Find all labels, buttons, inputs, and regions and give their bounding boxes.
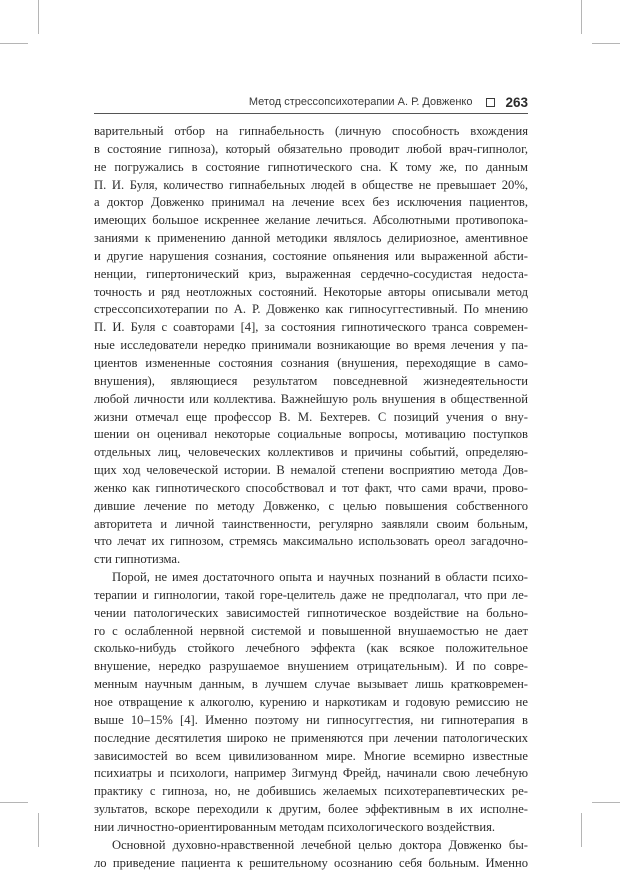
text-line: П. И. Буля с соавторами [4], за состояния гипнотического транса современ-: [94, 320, 528, 335]
paragraph: [94, 837, 528, 872]
crop-mark: [38, 0, 39, 34]
crop-mark: [592, 43, 620, 44]
text-line: чении патологических зависимостей гипнотическое воздействие на больно-: [94, 605, 528, 620]
text-line: имеющих большое искреннее желание лечиться. Абсолютными противопока-: [94, 213, 528, 228]
text-line: жизни отмечал еще профессор В. М. Бехтерев. С позиций учения о вну-: [94, 409, 528, 424]
square-bullet-icon: [486, 98, 495, 107]
text-line: а доктор Довженко принимал на лечение всех без исключения пациентов,: [94, 195, 528, 210]
text-line: последние десятилетия широко не применяются при лечении патологических: [94, 730, 528, 745]
text-line: что лечат их гипнозом, стремясь максимально использовать ореол загадочно-: [94, 534, 528, 549]
text-line: выше 10–15% [4]. Именно поэтому ни гипносуггестия, ни гипнотерапия в: [94, 712, 528, 727]
text-line: дившие лечение по методу Довженко, с целью повышения собственного: [94, 498, 528, 513]
text-line: сти гипнотизма.: [94, 552, 181, 567]
text-line: практику с гипноза, но, не добившись желаемых психотерапевтических ре-: [94, 784, 528, 799]
text-line: шении он оценивал некоторые социальные вопросы, мотивацию поступков: [94, 427, 528, 442]
text-line: зависимостей во всем цивилизованном мире. Многие всемирно известные: [94, 748, 528, 763]
text-line: го с ослабленной нервной системой и повышенной внушаемостью не дает: [94, 623, 528, 638]
text-line: зультатов, вскоре переходили к другим, более эффективным в их исполне-: [94, 802, 528, 817]
text-line: терапии и гипнологии, такой горе-целитель даже не предполагал, что при ле-: [94, 587, 528, 602]
text-line: стрессопсихотерапии по А. Р. Довженко как гипносуггестивный. По мнению: [94, 302, 528, 317]
text-line: менным научным данным, в лучшем случае вызывает лишь кратковремен-: [94, 677, 528, 692]
text-line: внушения), являющиеся результатом повседневной жизнедеятельности: [94, 373, 528, 388]
text-line: заниями к применению данной методики являлось делириозное, аментивное: [94, 231, 528, 246]
body-text: [94, 123, 528, 872]
text-line: щих ход человеческой истории. В немалой степени восприятию метода Дов-: [94, 463, 528, 478]
text-line: ненции, гипертонический криз, выраженная сердечно-сосудистая недоста-: [94, 266, 528, 281]
header-rule: [94, 113, 528, 114]
text-line: П. И. Буля, количество гипнабельных людей в обществе не превышает 20%,: [94, 177, 528, 192]
text-line: и другие нарушения сознания, состояние опьянения или выраженной абсти-: [94, 248, 528, 263]
text-line: сколько-нибудь стойкого лечебного эффекта (как всякое положительное: [94, 641, 528, 656]
text-line: женко как гипнотического способствовал и тот факт, что сами врачи, прово-: [94, 480, 528, 495]
crop-mark: [0, 802, 28, 803]
text-line: в состояние гипноза), который обязательно проводит любой врач-гипнолог,: [94, 141, 528, 156]
text-line: точность и ряд неотложных состояний. Некоторые авторы описывали метод: [94, 284, 528, 299]
crop-mark: [0, 43, 28, 44]
text-line: нии личностно-ориентированным методам психологического воздействия.: [94, 819, 496, 834]
text-line: ное отвращение к алкоголю, курению и наркотикам и годовую ремиссию не: [94, 695, 528, 709]
crop-mark: [38, 813, 39, 847]
crop-mark: [581, 0, 582, 34]
running-head: [94, 94, 528, 110]
text-line: Основной духовно-нравственной лечебной целью доктора Довженко бы-: [112, 837, 528, 852]
paragraph: [94, 569, 528, 837]
text-line: не погружались в состояние гипнотического сна. К тому же, по данным: [94, 159, 528, 174]
text-line: отдельных лиц, человеческих коллективов и причины событий, определяю-: [94, 445, 528, 460]
text-line: ло приведение пациента к решительному осознанию себя больным. Именно: [94, 855, 528, 870]
crop-mark: [592, 802, 620, 803]
text-line: циентов измененные состояния сознания (внушения, переходящие в само-: [94, 355, 528, 370]
text-line: авторитета и личной таинственности, регулярно заявляли своим больным,: [94, 516, 528, 531]
page-number: 263: [505, 94, 528, 110]
text-line: варительный отбор на гипнабельность (личную способность вхождения: [94, 124, 528, 138]
text-line: любой личности или коллектива. Важнейшую роль внушения в общественной: [94, 391, 528, 406]
text-line: ные исследователи нередко принимали возникающие во время лечения у па-: [94, 338, 528, 353]
running-head-title: Метод стрессопсихотерапии А. Р. Довженко: [248, 96, 473, 108]
text-line: Порой, не имея достаточного опыта и научных познаний в области психо-: [112, 570, 528, 585]
paragraph: [94, 123, 528, 569]
text-line: психиатры и психологи, например Зигмунд Фрейд, начинали свою лечебную: [94, 766, 528, 781]
text-line: внушение, нередко разрушаемое внушением отрицательным). И по совре-: [94, 659, 528, 674]
crop-mark: [581, 813, 582, 847]
